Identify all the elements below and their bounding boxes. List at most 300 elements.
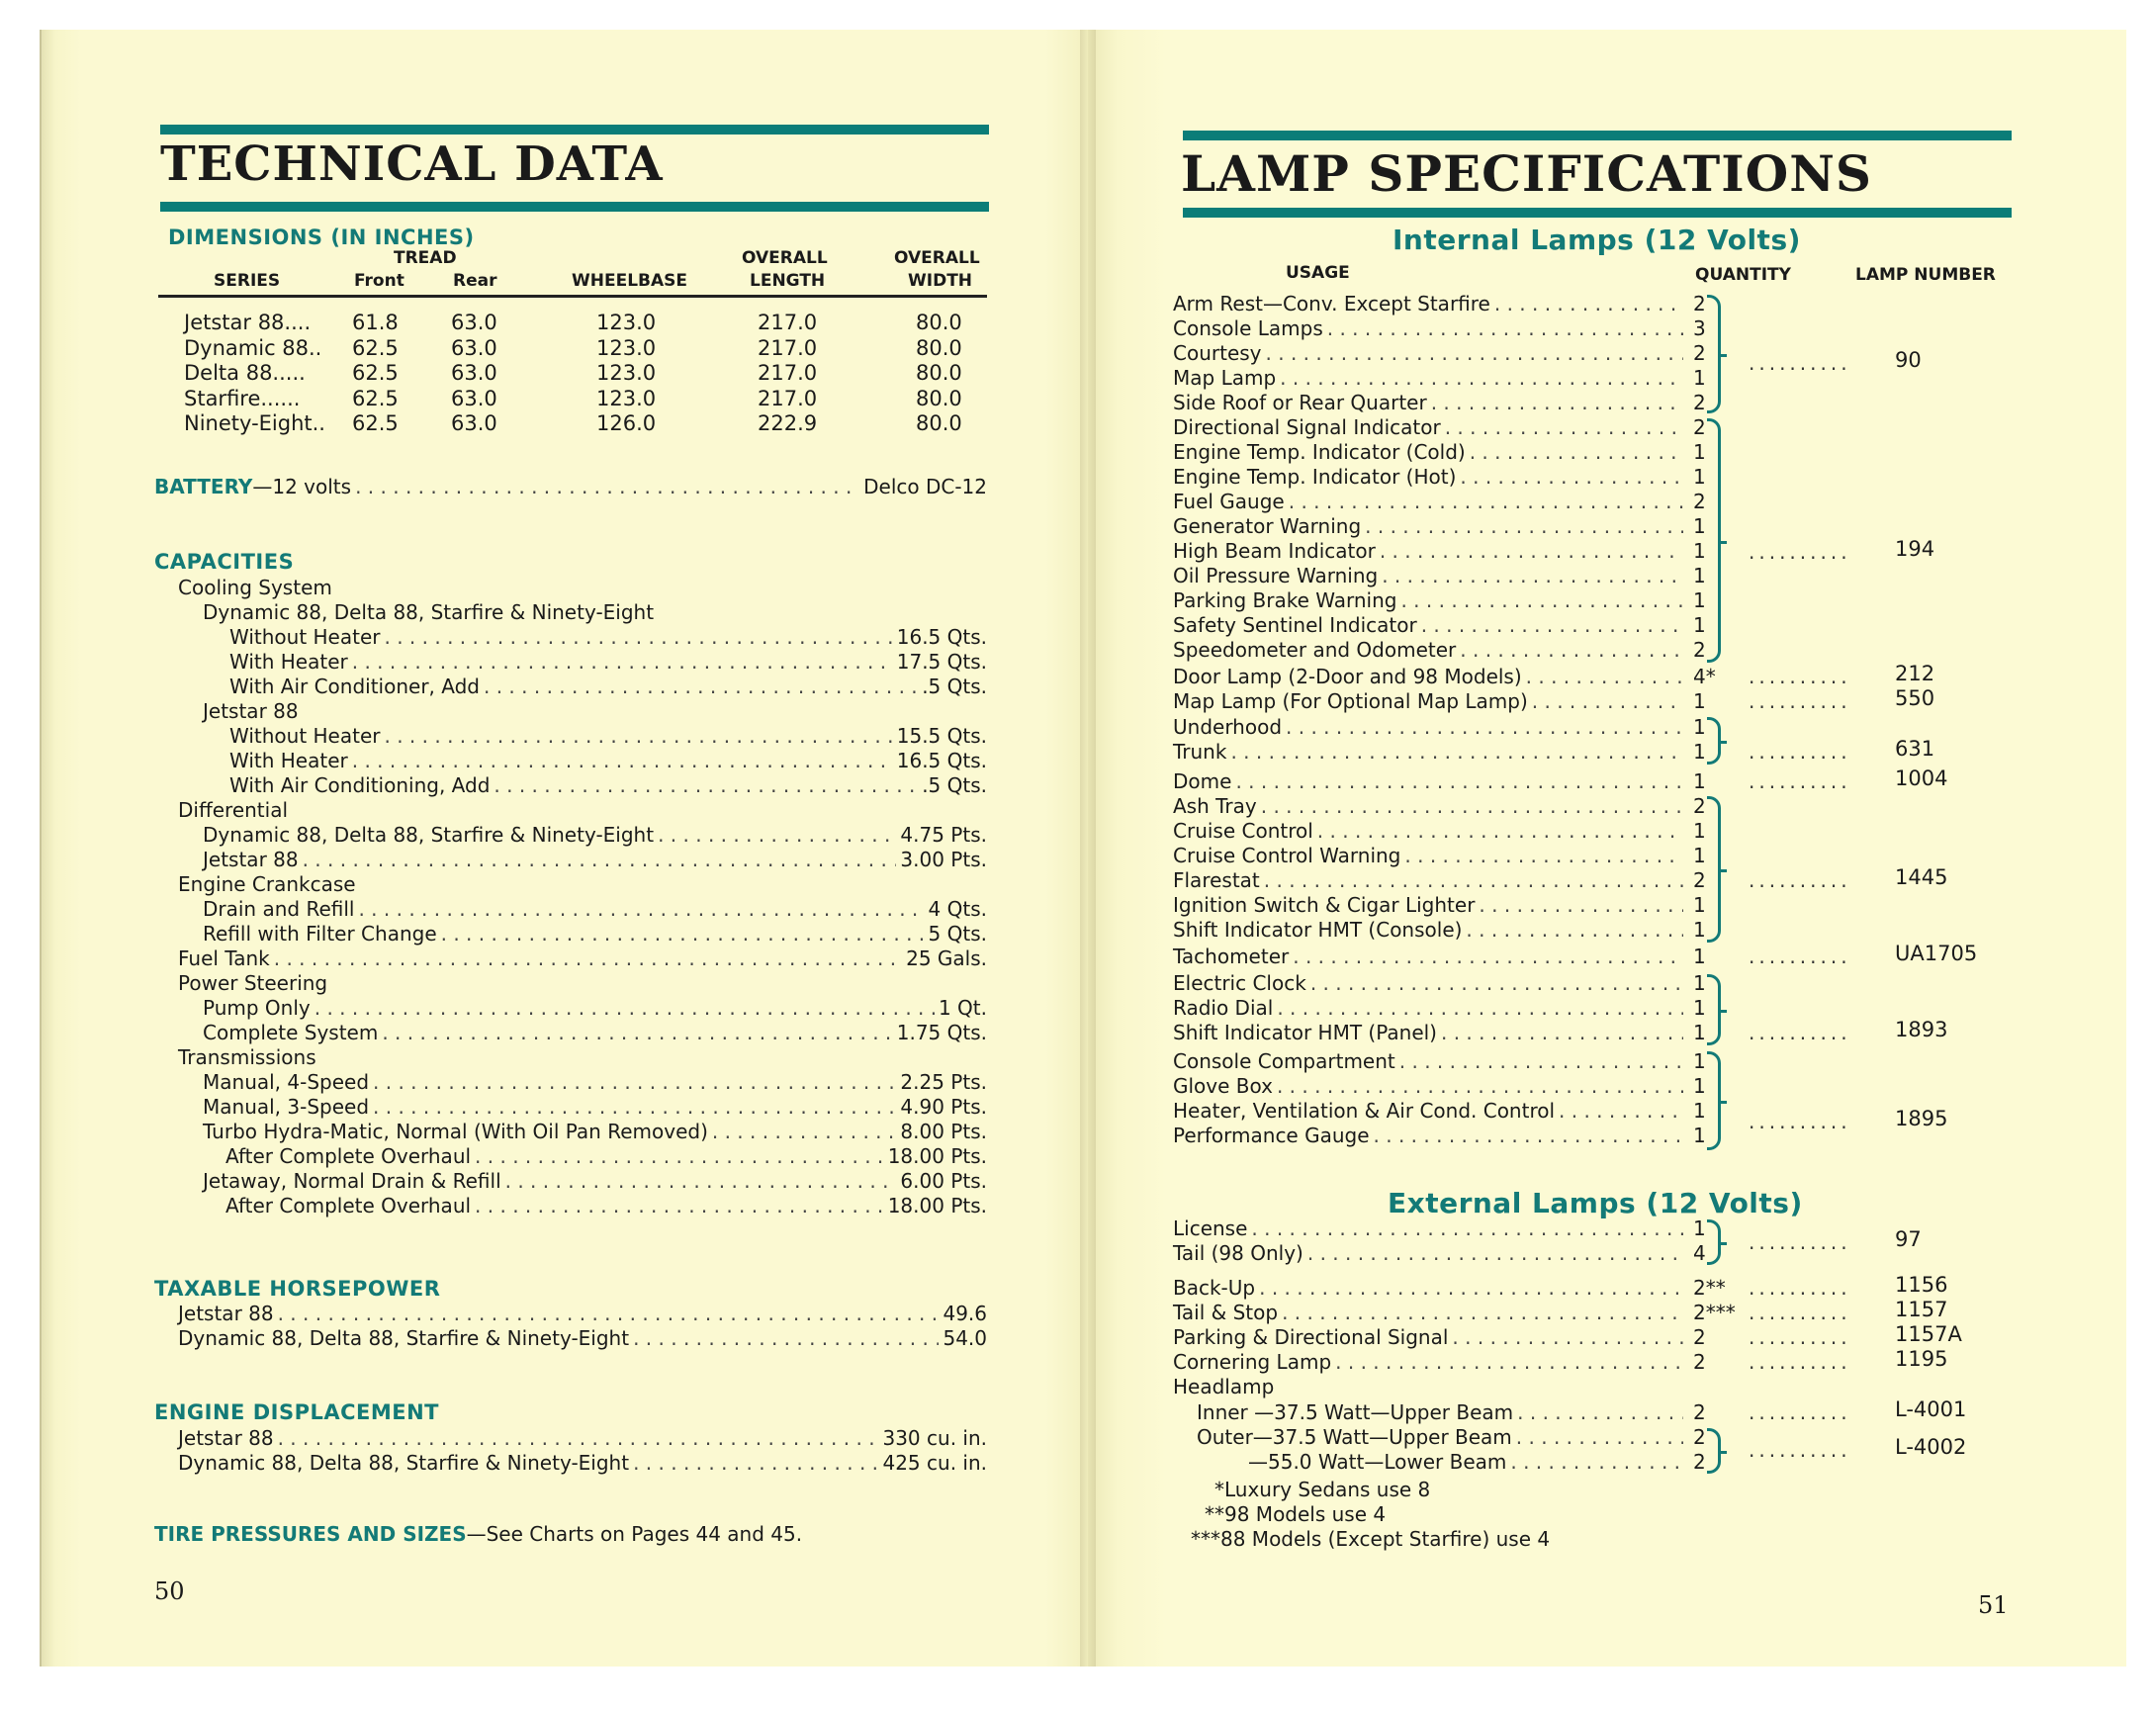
dot-leader: .......... <box>1749 740 1851 764</box>
quantity-value: 1 <box>1693 971 1706 995</box>
quantity-value: 2 <box>1693 868 1706 892</box>
dot-leader: .......... <box>1749 1438 1851 1462</box>
internal-lamp-row <box>1173 1099 1687 1123</box>
leader-dots <box>1404 844 1683 867</box>
usage-label: Back-Up <box>1173 1276 1256 1300</box>
external-lamp-row <box>1173 1216 1687 1240</box>
lamp-number: 1004 <box>1895 766 1948 790</box>
dimensions-heading: DIMENSIONS (IN INCHES) <box>168 225 475 249</box>
quantity-value: 1 <box>1693 740 1706 764</box>
leader-dots <box>1516 1425 1683 1449</box>
capacity-label: Refill with Filter Change <box>203 922 437 946</box>
capacity-label: With Heater <box>229 749 348 772</box>
capacity-value: 16.5 Qts. <box>896 625 987 649</box>
tread-header: TREAD <box>394 248 457 268</box>
capacity-row-fuel <box>178 946 987 970</box>
leader-dots <box>1494 292 1683 315</box>
horsepower-heading: TAXABLE HORSEPOWER <box>154 1277 441 1301</box>
dot-leader: .......... <box>1749 945 1851 968</box>
capacity-value: 2.25 Pts. <box>900 1070 987 1094</box>
quantity-value: 2 <box>1693 341 1706 365</box>
leader-dots <box>385 724 893 748</box>
quantity-value: 2 <box>1693 415 1706 439</box>
capacity-label: With Heater <box>229 650 348 674</box>
usage-label: Courtesy <box>1173 341 1262 365</box>
capacity-label: Manual, 3-Speed <box>203 1095 370 1119</box>
capacity-label: Pump Only <box>203 996 311 1020</box>
rear-header: Rear <box>453 271 497 291</box>
internal-lamp-row <box>1173 689 1687 713</box>
capacity-value: .5 Qts. <box>922 675 987 698</box>
cooling-sub-1: Dynamic 88, Delta 88, Starfire & Ninety-Eight <box>203 600 655 624</box>
capacity-row-c2_ac <box>229 773 987 797</box>
internal-lamp-row <box>1173 945 1687 968</box>
capacity-row-c1_without <box>229 625 987 649</box>
wheelbase-header: WHEELBASE <box>572 271 688 291</box>
internal-lamp-row <box>1173 613 1687 637</box>
dim-cell-rear: 63.0 <box>451 311 497 334</box>
leader-dots <box>1261 794 1683 818</box>
capacity-label: Drain and Refill <box>203 897 355 921</box>
capacity-value: 8.00 Pts. <box>900 1120 987 1143</box>
capacity-row-tr3b <box>225 1144 987 1168</box>
internal-lamp-row <box>1173 715 1687 739</box>
lamp-number: 550 <box>1895 686 1935 710</box>
group-brace <box>1707 1428 1721 1474</box>
lamp-number: 1895 <box>1895 1107 1948 1130</box>
quantity-header: QUANTITY <box>1695 265 1791 285</box>
leader-dots <box>475 1144 884 1168</box>
dot-leader: .......... <box>1749 540 1851 564</box>
leader-dots <box>1526 665 1683 688</box>
dot-leader: .......... <box>1749 1276 1851 1300</box>
leader-dots <box>1374 1124 1683 1147</box>
internal-lamp-row <box>1173 514 1687 538</box>
leader-dots <box>1307 1241 1683 1265</box>
leader-dots <box>1235 769 1683 793</box>
internal-lamp-row <box>1173 819 1687 843</box>
dot-leader: .......... <box>1749 1021 1851 1044</box>
capacity-value: 4.75 Pts. <box>900 823 987 847</box>
dim-cell-wheelbase: 126.0 <box>596 411 657 435</box>
quantity-value: 4 <box>1693 1241 1706 1265</box>
dot-leader: .......... <box>1749 1350 1851 1374</box>
usage-label: Shift Indicator HMT (Panel) <box>1173 1021 1437 1044</box>
dim-cell-series: Ninety-Eight.. <box>184 411 325 435</box>
dim-cell-length: 217.0 <box>758 386 818 410</box>
quantity-value: 2 <box>1693 292 1706 315</box>
capacity-label: After Complete Overhaul <box>225 1144 472 1168</box>
lamp-number: 194 <box>1895 537 1935 561</box>
usage-label: Trunk <box>1173 740 1227 764</box>
lamp-number: 1157 <box>1895 1298 1948 1321</box>
leader-dots <box>505 1169 897 1193</box>
title-band-bottom <box>160 202 989 212</box>
capacity-row-tr3 <box>203 1120 987 1143</box>
cooling-system: Cooling System <box>178 576 332 599</box>
quantity-value: 2 <box>1693 1325 1706 1349</box>
usage-label: License <box>1173 1216 1248 1240</box>
dim-cell-front: 62.5 <box>352 411 399 435</box>
leader-dots <box>1382 564 1683 587</box>
lamp-number: 1445 <box>1895 865 1948 889</box>
usage-label: Arm Rest—Conv. Except Starfire <box>1173 292 1490 315</box>
usage-label: Oil Pressure Warning <box>1173 564 1379 587</box>
capacity-value: 18.00 Pts. <box>887 1194 987 1217</box>
quantity-value: 1 <box>1693 539 1706 563</box>
hp-row-2: Dynamic 88, Delta 88, Starfire & Ninety-Eight . . . 54.0 <box>178 1326 987 1350</box>
usage-label: Cornering Lamp <box>1173 1350 1332 1374</box>
quantity-value: 1 <box>1693 564 1706 587</box>
capacity-row-diff2 <box>203 848 987 871</box>
leader-dots <box>1517 1400 1683 1424</box>
usage-label: Ash Tray <box>1173 794 1257 818</box>
group-brace <box>1707 717 1721 765</box>
lamp-number: 212 <box>1895 662 1935 685</box>
capacity-value: 1 Qt. <box>938 996 987 1020</box>
capacity-row-c2_with <box>229 749 987 772</box>
lamp-title: LAMP SPECIFICATIONS <box>1181 144 1873 203</box>
capacity-label: Without Heater <box>229 724 381 748</box>
group-brace <box>1707 295 1721 413</box>
quantity-value: 2*** <box>1693 1301 1736 1324</box>
usage-label: Engine Temp. Indicator (Hot) <box>1173 465 1457 489</box>
capacity-row-tr4b <box>225 1194 987 1217</box>
leader-dots <box>1264 868 1683 892</box>
internal-lamp-row <box>1173 996 1687 1020</box>
internal-lamp-row <box>1173 341 1687 365</box>
capacity-value: 6.00 Pts. <box>900 1169 987 1193</box>
usage-label: —55.0 Watt—Lower Beam <box>1248 1450 1507 1474</box>
external-heading: External Lamps (12 Volts) <box>1388 1187 1803 1219</box>
capacity-row-c1_with <box>229 650 987 674</box>
usage-label: Safety Sentinel Indicator <box>1173 613 1417 637</box>
lamp-number: 631 <box>1895 737 1935 761</box>
quantity-value: 1 <box>1693 1216 1706 1240</box>
internal-lamp-row <box>1173 465 1687 489</box>
dim-cell-wheelbase: 123.0 <box>596 361 657 385</box>
usage-label: Tail & Stop <box>1173 1301 1279 1324</box>
quantity-value: 1 <box>1693 715 1706 739</box>
external-lamp-row <box>1197 1425 1687 1449</box>
dim-cell-length: 217.0 <box>758 311 818 334</box>
capacity-value: 18.00 Pts. <box>887 1144 987 1168</box>
internal-lamp-row <box>1173 415 1687 439</box>
capacity-row-c1_ac <box>229 675 987 698</box>
dimensions-rule <box>158 295 987 298</box>
leader-dots <box>352 650 893 674</box>
internal-lamp-row <box>1173 490 1687 513</box>
usage-label: High Beam Indicator <box>1173 539 1376 563</box>
leader-dots <box>1460 465 1683 489</box>
lamp-number: 1156 <box>1895 1273 1948 1297</box>
group-brace <box>1707 974 1721 1045</box>
width-header-2: WIDTH <box>908 271 973 291</box>
usage-label: Map Lamp <box>1173 366 1277 390</box>
capacity-label: With Air Conditioning, Add <box>229 773 491 797</box>
capacity-subheading-differential: Differential <box>178 798 289 822</box>
quantity-value: 1 <box>1693 918 1706 942</box>
usage-label: Cruise Control <box>1173 819 1313 843</box>
dim-cell-series: Jetstar 88.... <box>184 311 312 334</box>
usage-label: Parking Brake Warning <box>1173 588 1397 612</box>
internal-lamp-row <box>1173 588 1687 612</box>
capacity-subheading-transmissions: Transmissions <box>178 1045 316 1069</box>
lamp-number: 1157A <box>1895 1322 1962 1346</box>
leader-dots <box>484 675 918 698</box>
dim-cell-wheelbase: 123.0 <box>596 386 657 410</box>
leader-dots <box>1421 613 1683 637</box>
lamp-number: 1893 <box>1895 1018 1948 1041</box>
usage-label: Door Lamp (2-Door and 98 Models) <box>1173 665 1522 688</box>
dim-cell-rear: 63.0 <box>451 361 497 385</box>
usage-header: USAGE <box>1286 263 1350 283</box>
quantity-value: 2 <box>1693 490 1706 513</box>
leader-dots <box>1559 1099 1683 1123</box>
leader-dots <box>1335 1350 1683 1374</box>
capacity-row-steer2 <box>203 1021 987 1044</box>
leader-dots <box>1399 1049 1683 1073</box>
leader-dots <box>385 625 893 649</box>
dot-leader: .......... <box>1749 665 1851 688</box>
group-brace <box>1707 796 1721 943</box>
capacity-label: With Air Conditioner, Add <box>229 675 480 698</box>
dim-cell-width: 80.0 <box>916 335 962 360</box>
leader-dots <box>373 1095 896 1119</box>
usage-label: Glove Box <box>1173 1074 1273 1098</box>
battery-row <box>154 475 987 498</box>
internal-lamp-row <box>1173 740 1687 764</box>
capacity-value: 17.5 Qts. <box>896 650 987 674</box>
leader-dots <box>1230 740 1683 764</box>
capacity-value: 4 Qts. <box>928 897 987 921</box>
internal-lamp-row <box>1173 1124 1687 1147</box>
leader-dots <box>1317 819 1683 843</box>
dim-cell-width: 80.0 <box>916 311 962 334</box>
quantity-value: 1 <box>1693 819 1706 843</box>
quantity-value: 1 <box>1693 613 1706 637</box>
leader-dots <box>303 848 897 871</box>
usage-label: Dome <box>1173 769 1232 793</box>
dim-cell-width: 80.0 <box>916 386 962 410</box>
internal-lamp-row <box>1173 316 1687 340</box>
dim-cell-front: 61.8 <box>352 311 399 334</box>
gutter <box>1080 30 1096 1667</box>
group-brace <box>1707 1051 1721 1150</box>
leader-dots <box>1445 415 1683 439</box>
usage-label: Tail (98 Only) <box>1173 1241 1303 1265</box>
leader-dots <box>1277 996 1683 1020</box>
internal-lamp-row <box>1173 893 1687 917</box>
dot-leader: .......... <box>1749 351 1851 375</box>
capacity-row-tr4 <box>203 1169 987 1193</box>
usage-label: Radio Dial <box>1173 996 1274 1020</box>
internal-heading: Internal Lamps (12 Volts) <box>1392 224 1801 256</box>
usage-label: Fuel Gauge <box>1173 490 1285 513</box>
battery-value: Delco DC-12 <box>863 475 987 498</box>
capacity-label: Manual, 4-Speed <box>203 1070 370 1094</box>
quantity-value: 2 <box>1693 794 1706 818</box>
leader-dots <box>1282 1301 1683 1324</box>
dot-leader: .......... <box>1749 1400 1851 1424</box>
dot-leader: .......... <box>1749 1301 1851 1324</box>
displacement-heading: ENGINE DISPLACEMENT <box>154 1400 439 1424</box>
leader-dots <box>1380 539 1683 563</box>
capacity-row-tr2 <box>203 1095 987 1119</box>
front-header: Front <box>354 271 404 291</box>
internal-lamp-row <box>1173 366 1687 390</box>
internal-lamp-row <box>1173 971 1687 995</box>
width-header-1: OVERALL <box>894 248 980 268</box>
length-header-1: OVERALL <box>742 248 828 268</box>
title-band-top <box>160 125 989 135</box>
capacity-row-steer1 <box>203 996 987 1020</box>
lamp-number: L-4002 <box>1895 1435 1967 1459</box>
usage-label: Outer—37.5 Watt—Upper Beam <box>1197 1425 1512 1449</box>
external-lamp-row <box>1173 1241 1687 1265</box>
usage-label: Tachometer <box>1173 945 1290 968</box>
quantity-value: 1 <box>1693 769 1706 793</box>
dot-leader: .......... <box>1749 1230 1851 1254</box>
dim-cell-width: 80.0 <box>916 361 962 385</box>
dot-leader: .......... <box>1749 868 1851 892</box>
leader-dots <box>1286 715 1683 739</box>
quantity-value: 1 <box>1693 588 1706 612</box>
capacity-subheading-cooling_sub2: Jetstar 88 <box>203 699 299 723</box>
quantity-value: 1 <box>1693 689 1706 713</box>
leader-dots <box>1470 440 1683 464</box>
dot-leader: .......... <box>1749 769 1851 793</box>
leader-dots <box>1310 971 1683 995</box>
quantity-value: 1 <box>1693 1049 1706 1073</box>
leader-dots <box>1251 1216 1683 1240</box>
dim-cell-rear: 63.0 <box>451 335 497 360</box>
internal-lamp-row <box>1173 1021 1687 1044</box>
capacity-row-crank1 <box>203 897 987 921</box>
leader-dots <box>1365 514 1683 538</box>
leader-dots <box>1277 1074 1683 1098</box>
leader-dots <box>712 1120 897 1143</box>
capacity-label: Jetstar 88 <box>203 848 299 871</box>
disp-row-2: Dynamic 88, Delta 88, Starfire & Ninety-Eight . . . 425 cu. in. <box>178 1451 987 1475</box>
usage-label: Side Roof or Rear Quarter <box>1173 391 1427 414</box>
disp-row-1: Jetstar 88 . . . 330 cu. in. <box>178 1426 987 1450</box>
quantity-value: 2 <box>1693 1400 1706 1424</box>
lamp-number: 1195 <box>1895 1347 1948 1371</box>
quantity-value: 1 <box>1693 465 1706 489</box>
leader-dots <box>314 996 935 1020</box>
capacity-subheading-steering: Power Steering <box>178 971 328 995</box>
dim-cell-series: Starfire...... <box>184 386 301 410</box>
lamp-number: L-4001 <box>1895 1397 1967 1421</box>
quantity-value: 1 <box>1693 440 1706 464</box>
hp-row-1: Jetstar 88 . . . 49.6 <box>178 1302 987 1325</box>
battery-label: BATTERY <box>154 475 253 498</box>
usage-label: Parking & Directional Signal <box>1173 1325 1449 1349</box>
capacity-row-crank2 <box>203 922 987 946</box>
internal-lamp-row <box>1173 918 1687 942</box>
dim-cell-series: Delta 88..... <box>184 361 306 385</box>
capacity-label: Without Heater <box>229 625 381 649</box>
leader-dots <box>373 1070 896 1094</box>
leader-dots <box>352 749 893 772</box>
footnote-2: **98 Models use 4 <box>1205 1502 1387 1526</box>
usage-label: Electric Clock <box>1173 971 1306 995</box>
leader-dots <box>1460 638 1683 662</box>
dim-cell-wheelbase: 123.0 <box>596 311 657 334</box>
usage-label: Cruise Control Warning <box>1173 844 1401 867</box>
tire-pressures-row <box>154 1522 802 1546</box>
capacity-row-c2_without <box>229 724 987 748</box>
quantity-value: 2 <box>1693 638 1706 662</box>
quantity-value: 1 <box>1693 844 1706 867</box>
quantity-value: 1 <box>1693 366 1706 390</box>
internal-lamp-row <box>1173 440 1687 464</box>
usage-label: Flarestat <box>1173 868 1260 892</box>
battery-text: —12 volts <box>252 475 352 498</box>
leader-dots <box>1479 893 1683 917</box>
internal-lamp-row <box>1173 391 1687 414</box>
usage-label: Console Lamps <box>1173 316 1323 340</box>
dot-leader: .......... <box>1749 689 1851 713</box>
internal-lamp-row <box>1173 665 1687 688</box>
length-header-2: LENGTH <box>750 271 826 291</box>
leader-dots <box>1259 1276 1683 1300</box>
usage-label: Inner —37.5 Watt—Upper Beam <box>1197 1400 1514 1424</box>
internal-lamp-row <box>1173 844 1687 867</box>
internal-lamp-row <box>1173 564 1687 587</box>
leader-dots <box>1327 316 1683 340</box>
internal-lamp-row <box>1173 638 1687 662</box>
leader-dots <box>1280 366 1683 390</box>
group-brace <box>1707 1219 1721 1265</box>
footnote-3: ***88 Models (Except Starfire) use 4 <box>1191 1527 1551 1551</box>
lamp-title-band-bottom <box>1183 208 2012 218</box>
quantity-value: 1 <box>1693 514 1706 538</box>
capacities-heading: CAPACITIES <box>154 550 295 574</box>
leader-dots <box>494 773 918 797</box>
quantity-value: 2 <box>1693 1350 1706 1374</box>
leader-dots <box>382 1021 892 1044</box>
dot-leader: .......... <box>1749 1110 1851 1133</box>
leader-dots <box>441 922 925 946</box>
dot-leader: .......... <box>1749 1325 1851 1349</box>
usage-label: Heater, Ventilation & Air Cond. Control <box>1173 1099 1556 1123</box>
capacity-row-tr1 <box>203 1070 987 1094</box>
dim-cell-series: Dynamic 88.. <box>184 335 322 360</box>
leader-dots <box>1431 391 1683 414</box>
dim-cell-length: 217.0 <box>758 335 818 360</box>
quantity-value: 2 <box>1693 391 1706 414</box>
page-title: TECHNICAL DATA <box>160 136 664 192</box>
quantity-value: 1 <box>1693 1074 1706 1098</box>
page-number-right: 51 <box>1978 1591 2009 1619</box>
usage-label: Map Lamp (For Optional Map Lamp) <box>1173 689 1528 713</box>
external-lamp-row <box>1173 1350 1687 1374</box>
series-header: SERIES <box>214 271 281 291</box>
internal-lamp-row <box>1173 539 1687 563</box>
quantity-value: 1 <box>1693 1099 1706 1123</box>
headlamp-label: Headlamp <box>1173 1375 1275 1398</box>
leader-dots <box>1532 689 1683 713</box>
leader-dots <box>475 1194 884 1217</box>
lamp-title-band-top <box>1183 131 2012 140</box>
capacity-subheading-crankcase: Engine Crankcase <box>178 872 356 896</box>
lamp-number: UA1705 <box>1895 942 1978 965</box>
dim-cell-front: 62.5 <box>352 386 399 410</box>
lamp-number-header: LAMP NUMBER <box>1855 265 1996 285</box>
quantity-value: 2 <box>1693 1450 1706 1474</box>
